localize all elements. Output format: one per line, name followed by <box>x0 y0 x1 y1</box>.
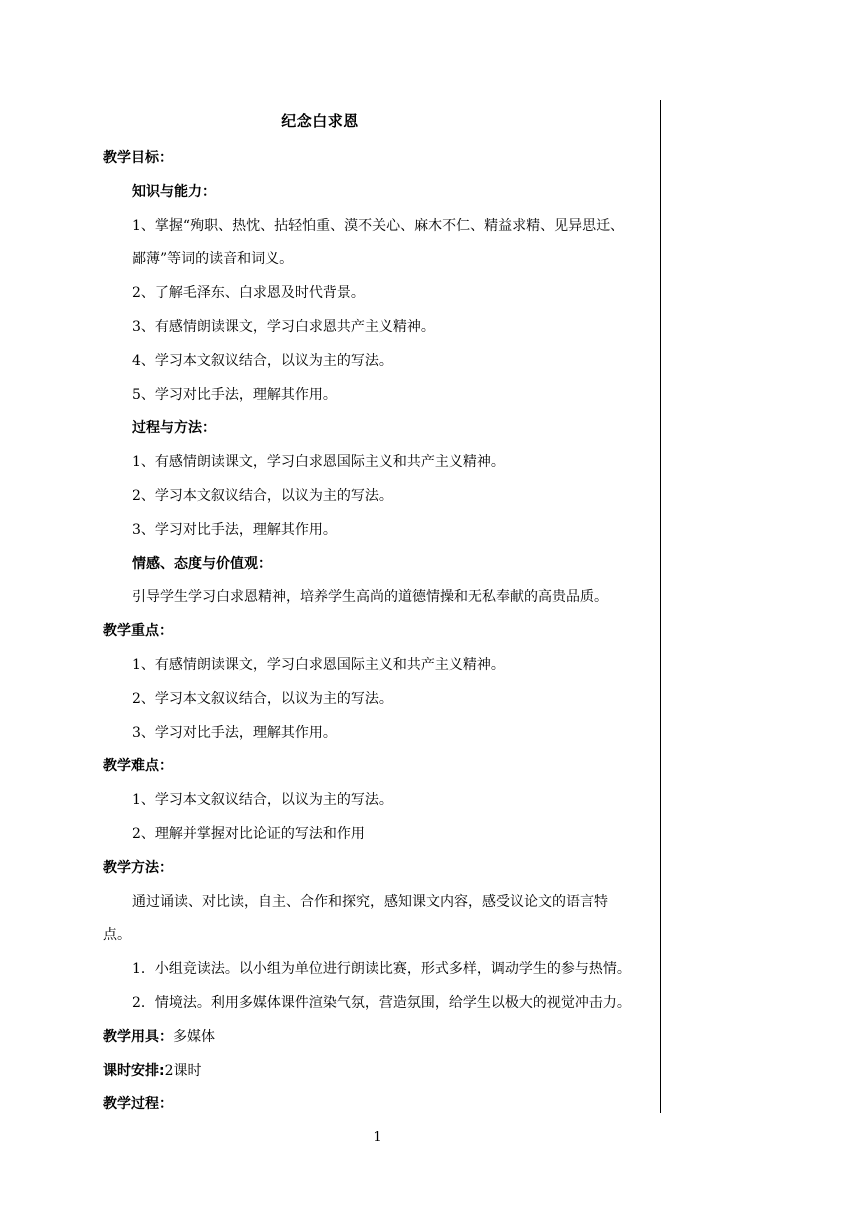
lesson-plan-body <box>103 142 658 1122</box>
knowledge-item: 2、了解毛泽东、白求恩及时代背景。 <box>132 285 365 302</box>
knowledge-heading: 知识与能力： <box>132 183 216 200</box>
tools-label: 教学用具： <box>103 1028 173 1045</box>
method-item: 2．情境法。利用多媒体课件渲染气氛，营造氛围，给学生以极大的视觉冲击力。 <box>132 994 631 1011</box>
knowledge-item: 4、学习本文叙议结合，以议为主的写法。 <box>132 352 393 369</box>
knowledge-item: 5、学习对比手法，理解其作用。 <box>132 386 337 403</box>
process-item: 2、学习本文叙议结合，以议为主的写法。 <box>132 487 393 504</box>
focus-item: 3、学习对比手法，理解其作用。 <box>132 724 337 741</box>
objectives-heading: 教学目标： <box>103 150 173 166</box>
schedule-label: 课时安排: <box>103 1062 165 1079</box>
method-item: 1．小组竞读法。以小组为单位进行朗读比赛，形式多样，调动学生的参与热情。 <box>132 961 631 978</box>
difficulty-heading: 教学难点： <box>103 758 173 775</box>
focus-item: 2、学习本文叙议结合，以议为主的写法。 <box>132 690 393 707</box>
focus-heading: 教学重点： <box>103 623 173 640</box>
knowledge-item: 鄙薄”等词的读音和词义。 <box>132 251 294 268</box>
focus-item: 1、有感情朗读课文，学习白求恩国际主义和共产主义精神。 <box>132 656 505 673</box>
knowledge-item: 3、有感情朗读课文，学习白求恩共产主义精神。 <box>132 318 435 335</box>
process-item: 1、有感情朗读课文，学习白求恩国际主义和共产主义精神。 <box>132 454 505 471</box>
schedule-row <box>103 1055 658 1089</box>
page-title: 纪念白求恩 <box>281 112 359 130</box>
knowledge-item: 1、掌握“殉职、热忱、拈轻怕重、漠不关心、麻木不仁、精益求精、见异思迁、 <box>132 217 625 234</box>
schedule-value: 2课时 <box>164 1062 202 1079</box>
page-number: 1 <box>373 1130 382 1145</box>
tools-row <box>103 1021 658 1055</box>
margin-rule <box>660 100 661 1113</box>
difficulty-item: 2、理解并掌握对比论证的写法和作用 <box>132 825 365 842</box>
process-heading: 过程与方法： <box>132 420 216 437</box>
difficulty-item: 1、学习本文叙议结合，以议为主的写法。 <box>132 792 393 809</box>
process-item: 3、学习对比手法，理解其作用。 <box>132 521 337 538</box>
method-intro: 通过诵读、对比读，自主、合作和探究，感知课文内容，感受议论文的语言特 <box>132 893 608 910</box>
emotion-text: 引导学生学习白求恩精神，培养学生高尚的道德情操和无私奉献的高贵品质。 <box>132 589 608 606</box>
process-label: 教学过程： <box>103 1096 173 1113</box>
tools-value: 多媒体 <box>173 1028 215 1045</box>
method-intro-continued: 点。 <box>103 927 131 944</box>
method-heading: 教学方法： <box>103 859 173 876</box>
emotion-heading: 情感、态度与价值观： <box>132 555 272 572</box>
